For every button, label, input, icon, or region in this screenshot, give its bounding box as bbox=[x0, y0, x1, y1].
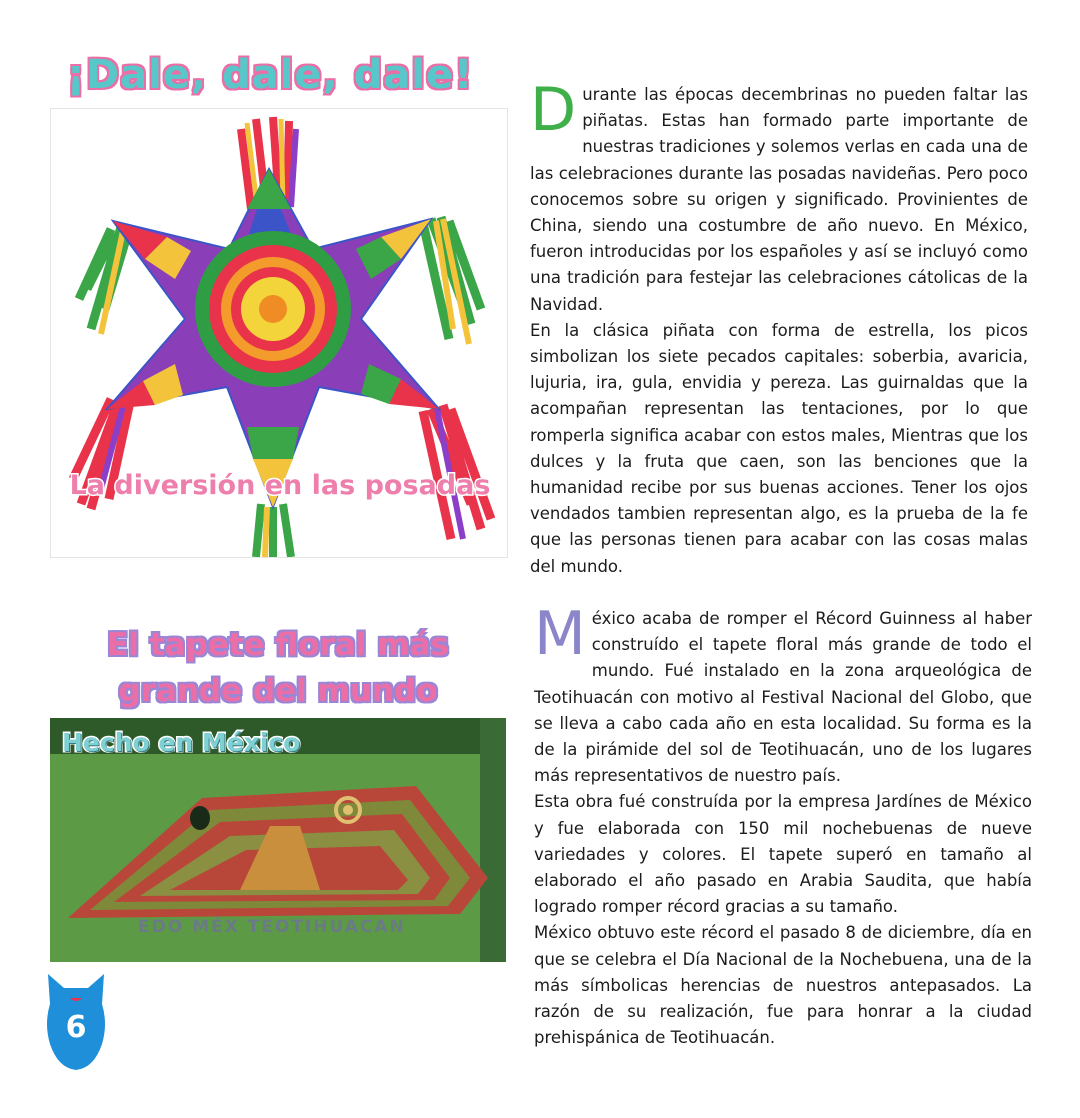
page-number: 6 bbox=[65, 1010, 87, 1045]
article-tapete-paragraph-2: Esta obra fué construída por la empresa Jardínes de México y fue elaborada con 150 mil nochebuenas de nueve variedades y colores. El tapete superó en tamaño al elaborado el año pasado en Arabia Saudita, que había logrado romper récord gracias a su tamaño. bbox=[534, 792, 1032, 917]
article-pinatas-paragraph-2: En la clásica piñata con forma de estrella, los picos simbolizan los siete pecados capitales: soberbia, avaricia, lujuria, ira, gula, envidia y pereza. Las guirnaldas que la acompañan representan las tentaciones, por lo que romperla significa acabar con estos males, Mientras que los dulces y la fruta que caen, son las benciones que la humanidad recibe por sus buenas acciones. Tener los ojos vendados tambien representan algo, es la prueba de la fe que las personas tienen para acabar con las cosas malas del mundo. bbox=[530, 320, 1028, 576]
article-tapete bbox=[534, 599, 1032, 1051]
carpet-text: EDO MÉX TEOTIHUACAN bbox=[138, 917, 406, 937]
star-body bbox=[107, 169, 439, 507]
dropcap-m: M bbox=[534, 599, 586, 669]
carpet-caption: Hecho en México bbox=[62, 728, 301, 757]
section1-title: ¡Dale, dale, dale! bbox=[66, 52, 474, 98]
article-tapete-paragraph-3: México obtuvo este récord el pasado 8 de diciembre, día en que se celebra el Día Nacional de la Nochebuena, una de la más símbolicas herencias de nuestros antepasados. La razón de su realización, fue para honrar a la ciudad prehispánica de Teotihuacán. bbox=[534, 923, 1032, 1048]
article-pinatas-paragraph-1: Durante las épocas decembrinas no pueden faltar las piñatas. Estas han formado parte importante de nuestras tradiciones y solemos verlas en cada una de las celebraciones durante las posadas navideñas. Pero poco conocemos sobre su origen y significado. Provinientes de China, siendo una costumbre de año nuevo. En México, fueron introducidas por los españoles y así se incluyó como una tradición para festejar las celebraciones cátolicas de la Navidad. bbox=[530, 75, 1028, 314]
section2-title: El tapete floral más grande del mundo bbox=[107, 627, 449, 709]
article-tapete-paragraph-1: México acaba de romper el Récord Guinness al haber construído el tapete floral más grande de todo el mundo. Fué instalado en la zona arqueológica de Teotihuacán con motivo al Festival Nacional del Globo, que se lleva a cabo cada año en esta localidad. Su forma es la de la pirámide del sol de Teotihuacán, uno de los lugares más representativos de nuestro país. bbox=[534, 599, 1032, 786]
dropcap-d: D bbox=[530, 75, 577, 145]
pinata-caption: La diversión en las posadas bbox=[69, 470, 491, 501]
article-pinatas bbox=[530, 75, 1028, 580]
